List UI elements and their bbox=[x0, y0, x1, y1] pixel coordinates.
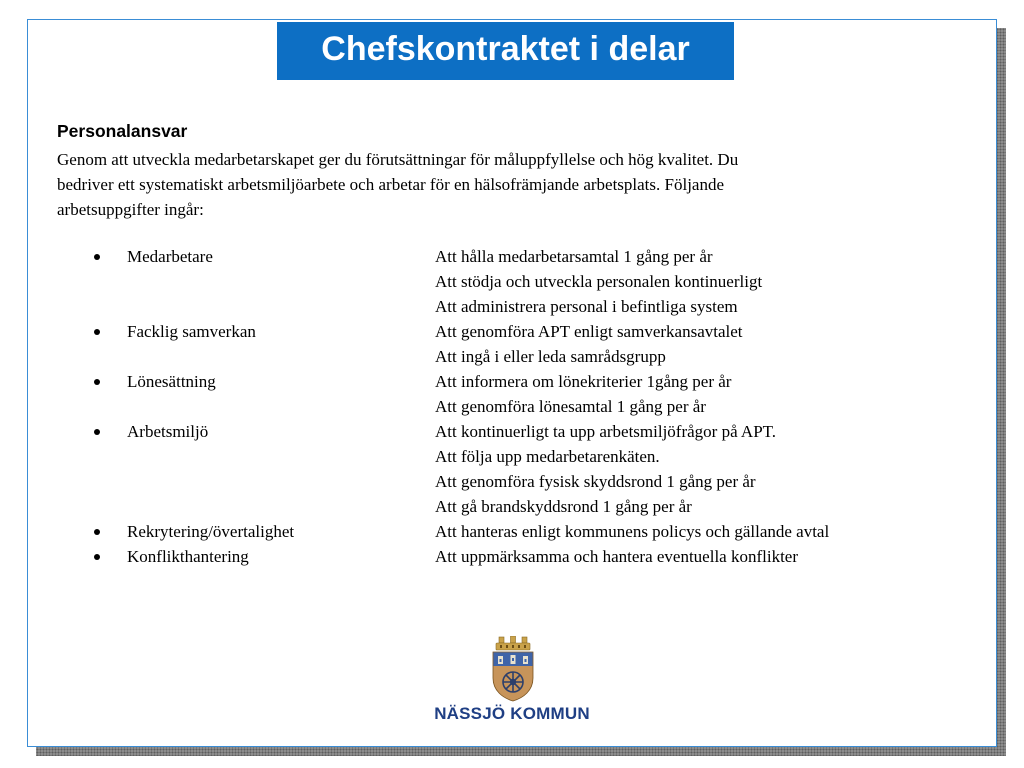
municipality-logo bbox=[424, 636, 600, 728]
coat-of-arms-icon bbox=[490, 636, 536, 702]
task-item: Att informera om lönekriterier 1gång per år bbox=[435, 372, 732, 391]
section-title: Personalansvar bbox=[57, 121, 188, 141]
task-list bbox=[435, 544, 1024, 569]
responsibility-item bbox=[0, 244, 1024, 319]
task-item: Att gå brandskyddsrond 1 gång per år bbox=[435, 497, 692, 516]
task-item: Att genomföra fysisk skyddsrond 1 gång per år bbox=[435, 472, 756, 491]
task-list bbox=[435, 244, 1024, 319]
bullet-dot-icon bbox=[92, 419, 102, 444]
logo-text: NÄSSJÖ KOMMUN bbox=[434, 704, 590, 723]
slide-title-text: Chefskontraktet i delar bbox=[321, 29, 690, 68]
responsibility-area: Lönesättning bbox=[127, 372, 216, 391]
task-item: Att hanteras enligt kommunens policys och gällande avtal bbox=[435, 522, 830, 541]
responsibility-list bbox=[0, 244, 1024, 569]
responsibility-area: Facklig samverkan bbox=[127, 322, 256, 341]
responsibility-area: Rekrytering/övertalighet bbox=[127, 522, 295, 541]
responsibility-area: Medarbetare bbox=[127, 247, 213, 266]
responsibility-item bbox=[0, 544, 1024, 569]
task-item: Att ingå i eller leda samrådsgrupp bbox=[435, 347, 666, 366]
task-item: Att administrera personal i befintliga system bbox=[435, 297, 738, 316]
intro-line: bedriver ett systematiskt arbetsmiljöarbete och arbetar för en hälsofrämjande arbetsplats. Följande bbox=[57, 175, 725, 194]
task-item: Att hålla medarbetarsamtal 1 gång per år bbox=[435, 247, 713, 266]
responsibility-area: Konflikthantering bbox=[127, 547, 249, 566]
bullet-dot-icon bbox=[92, 319, 102, 344]
task-list bbox=[435, 369, 1024, 419]
bullet-dot-icon bbox=[92, 244, 102, 269]
responsibility-area: Arbetsmiljö bbox=[127, 422, 209, 441]
task-list bbox=[435, 519, 1024, 544]
responsibility-item bbox=[0, 319, 1024, 369]
slide-title bbox=[277, 22, 734, 80]
intro-paragraph bbox=[57, 147, 937, 222]
intro-line: arbetsuppgifter ingår: bbox=[57, 200, 204, 219]
task-item: Att kontinuerligt ta upp arbetsmiljöfrågor på APT. bbox=[435, 422, 777, 441]
responsibility-item bbox=[0, 519, 1024, 544]
responsibility-item bbox=[0, 419, 1024, 519]
task-item: Att uppmärksamma och hantera eventuella konflikter bbox=[435, 547, 799, 566]
task-list bbox=[435, 419, 1024, 519]
responsibility-item bbox=[0, 369, 1024, 419]
bullet-dot-icon bbox=[92, 369, 102, 394]
task-item: Att stödja och utveckla personalen kontinuerligt bbox=[435, 272, 763, 291]
task-item: Att genomföra APT enligt samverkansavtalet bbox=[435, 322, 743, 341]
bullet-dot-icon bbox=[92, 544, 102, 569]
task-item: Att genomföra lönesamtal 1 gång per år bbox=[435, 397, 706, 416]
task-item: Att följa upp medarbetarenkäten. bbox=[435, 447, 660, 466]
task-list bbox=[435, 319, 1024, 369]
bullet-dot-icon bbox=[92, 519, 102, 544]
intro-line: Genom att utveckla medarbetarskapet ger du förutsättningar för måluppfyllelse och hög kvalitet. Du bbox=[57, 150, 739, 169]
